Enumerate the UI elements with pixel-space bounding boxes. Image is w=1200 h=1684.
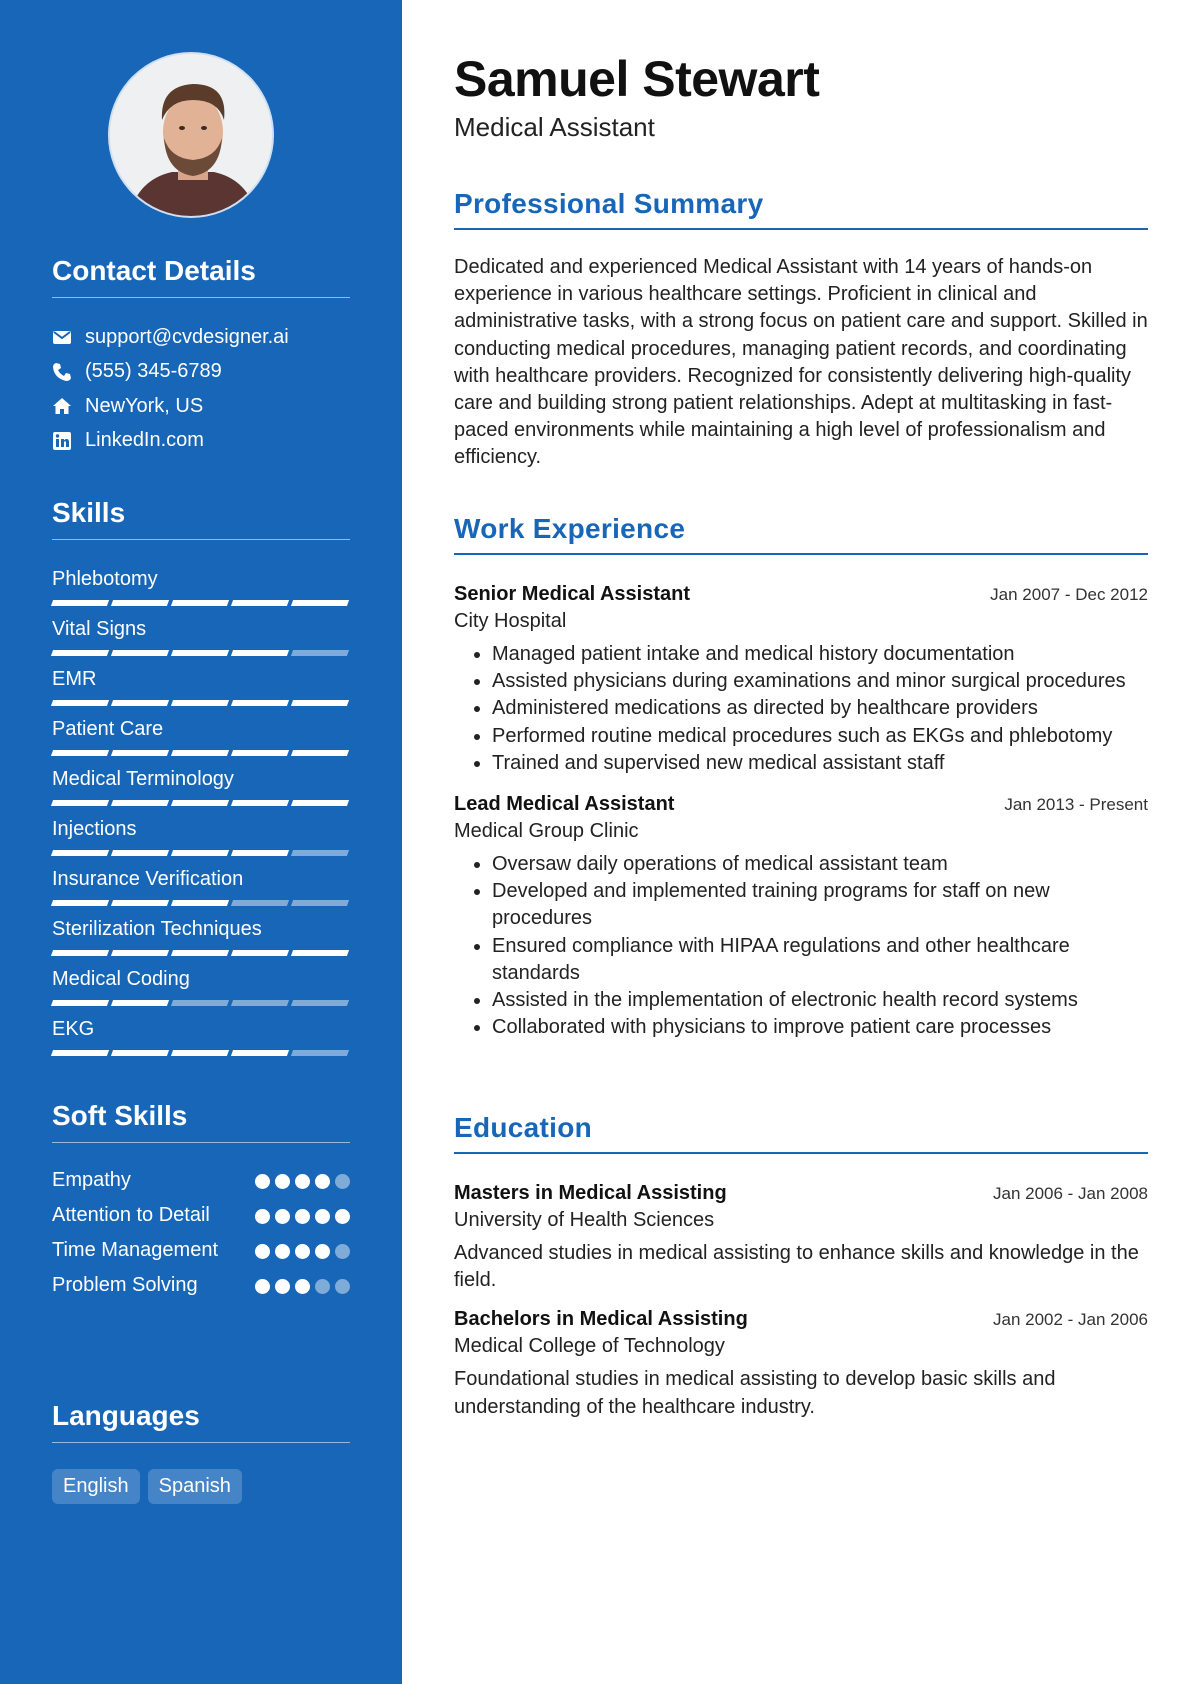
skill-item [52,966,350,1016]
rating-dot [315,1174,330,1189]
skill-level-segment [111,1000,169,1006]
summary-section [454,188,1148,472]
skill-level-segment [51,1050,109,1056]
soft-skills-section [52,1100,350,1307]
skill-level-bars [52,950,348,956]
languages-section [52,1400,350,1504]
skill-level-bars [52,800,348,806]
job-entry [454,583,1148,777]
skill-level-segment [111,900,169,906]
soft-skill-rating [255,1202,350,1224]
skill-level-segment [111,1050,169,1056]
skill-level-segment [171,600,229,606]
skill-level-bars [52,650,348,656]
sidebar [0,0,402,1684]
contact-heading: Contact Details [52,255,350,298]
rating-dot [255,1209,270,1224]
skill-level-segment [231,1000,289,1006]
skill-level-segment [291,900,349,906]
rating-dot [295,1174,310,1189]
skill-level-segment [171,750,229,756]
rating-dot [295,1209,310,1224]
skill-item [52,866,350,916]
soft-skill-name: Attention to Detail [52,1204,210,1226]
skill-level-bars [52,900,348,906]
soft-skills-list [52,1167,350,1299]
skill-level-segment [171,700,229,706]
skill-item [52,766,350,816]
contact-phone-text: (555) 345-6789 [85,360,222,383]
education-description: Foundational studies in medical assisting to develop basic skills and understanding of the healthcare industry. [454,1368,1056,1418]
job-header [454,583,1148,606]
contact-section [52,255,350,458]
job-title: Senior Medical Assistant [454,583,690,605]
skill-level-segment [231,950,289,956]
summary-heading: Professional Summary [454,188,1148,230]
skill-item [52,566,350,616]
soft-skill-item [52,1167,350,1194]
skill-level-segment [291,600,349,606]
skill-name: Phlebotomy [52,568,158,590]
job-bullet: • Collaborated with physicians to improve patient care processes [492,1014,1148,1041]
job-bullet: • Administered medications as directed by healthcare providers [492,695,1148,722]
degree-title: Masters in Medical Assisting [454,1182,727,1204]
phone-icon [52,362,72,382]
education-entry [454,1308,1148,1420]
job-bullets [454,641,1148,777]
skill-level-segment [51,850,109,856]
contact-linkedin-text: LinkedIn.com [85,429,204,452]
soft-skill-item [52,1237,350,1264]
skill-level-segment [291,800,349,806]
skill-level-bars [52,600,348,606]
skill-level-segment [231,700,289,706]
rating-dot [275,1244,290,1259]
rating-dot [315,1244,330,1259]
job-employer: City Hospital [454,610,567,632]
rating-dot [295,1244,310,1259]
job-title: Lead Medical Assistant [454,793,675,816]
skill-level-segment [291,950,349,956]
skill-item [52,1016,350,1066]
home-icon [52,396,72,416]
skills-heading: Skills [52,497,350,540]
skill-item [52,716,350,766]
education-heading: Education [454,1112,1148,1154]
job-bullet: • Managed patient intake and medical history documentation [492,641,1148,668]
rating-dot [255,1244,270,1259]
rating-dot [315,1209,330,1224]
skill-level-segment [291,850,349,856]
job-bullet: • Performed routine medical procedures such as EKGs and phlebotomy [492,723,1148,750]
soft-skill-name: Empathy [52,1169,131,1191]
education-dates: Jan 2006 - Jan 2008 [992,1184,1148,1203]
school-name: Medical College of Technology [454,1335,725,1358]
skill-level-segment [51,800,109,806]
skill-item [52,916,350,966]
skill-level-segment [171,850,229,856]
job-bullet: • Trained and supervised new medical assistant staff [492,750,1148,777]
skill-name: Medical Coding [52,968,190,990]
skill-name: EKG [52,1018,95,1040]
skill-level-bars [52,1050,348,1056]
contact-list [52,320,350,458]
skill-level-segment [111,600,169,606]
linkedin-icon [52,431,72,451]
soft-skill-rating [255,1167,350,1189]
soft-skill-rating [255,1237,350,1259]
main-content [402,0,1200,1684]
skill-name: Insurance Verification [52,868,244,890]
rating-dot [255,1174,270,1189]
soft-skill-rating [255,1272,350,1294]
skill-level-segment [231,650,289,656]
job-bullets [454,851,1148,1041]
job-dates: Jan 2007 - Dec 2012 [990,585,1148,604]
skill-level-segment [231,850,289,856]
rating-dot [335,1174,350,1189]
education-dates: Jan 2002 - Jan 2006 [992,1310,1148,1330]
skill-level-bars [52,700,348,706]
job-header [454,793,1148,816]
skill-item [52,666,350,716]
skill-level-segment [111,950,169,956]
skill-level-segment [51,700,109,706]
soft-skills-heading: Soft Skills [52,1100,350,1143]
skill-level-segment [291,650,349,656]
skills-section [52,497,350,1066]
education-entry [454,1182,1148,1294]
job-bullet: • Assisted physicians during examinations and minor surgical procedures [492,668,1148,695]
skill-level-segment [231,1050,289,1056]
job-bullet: • Developed and implemented training programs for staff on new procedures [492,878,1148,932]
skill-level-segment [51,650,109,656]
job-bullet: • Oversaw daily operations of medical assistant team [492,851,1148,878]
rating-dot [335,1244,350,1259]
skill-level-segment [111,800,169,806]
soft-skill-item [52,1202,350,1229]
languages-heading: Languages [52,1400,350,1443]
skill-item [52,816,350,866]
contact-location [52,389,350,424]
skill-level-segment [111,700,169,706]
skill-name: Medical Terminology [52,768,234,790]
skill-level-segment [171,800,229,806]
contact-location-text: NewYork, US [85,394,204,417]
education-description: Advanced studies in medical assisting to enhance skills and knowledge in the field. [454,1242,1139,1292]
soft-skill-name: Time Management [52,1239,218,1261]
education-header [454,1182,1148,1205]
skill-level-segment [171,650,229,656]
skill-level-segment [111,650,169,656]
skill-level-segment [291,1050,349,1056]
rating-dot [315,1279,330,1294]
avatar [108,52,274,218]
school-name: University of Health Sciences [454,1209,715,1231]
skill-level-segment [231,600,289,606]
candidate-title: Medical Assistant [454,112,655,142]
skill-level-segment [291,750,349,756]
languages-list [52,1469,350,1504]
rating-dot [335,1209,350,1224]
skill-level-segment [171,1000,229,1006]
skill-level-segment [171,1050,229,1056]
skill-level-bars [52,750,348,756]
experience-heading: Work Experience [454,513,1148,555]
language-tag: English [52,1469,140,1504]
skill-level-segment [231,900,289,906]
skill-level-segment [291,700,349,706]
skill-level-segment [231,750,289,756]
summary-text: Dedicated and experienced Medical Assistant with 14 years of hands-on experience in various healthcare settings. Proficient in clinical and administrative tasks, with a strong focus on patient care and support. Skilled in conducting medical procedures, managing patient records, and coordinating with healthcare providers. Recognized for consistently delivering high-quality care and building strong patient relationships. Adept at multitasking in fast-paced environments while maintaining a high level of professionalism and efficiency. [454,256,1148,469]
skill-level-bars [52,850,348,856]
experience-section [454,513,1148,1041]
skill-level-bars [52,1000,348,1006]
rating-dot [255,1279,270,1294]
skill-level-segment [51,950,109,956]
job-entry [454,793,1148,1041]
skill-level-segment [171,950,229,956]
contact-email[interactable] [52,320,350,355]
envelope-icon [52,327,72,347]
degree-title: Bachelors in Medical Assisting [454,1308,748,1331]
skill-name: Sterilization Techniques [52,918,262,940]
contact-email-text: support@cvdesigner.ai [85,325,289,348]
skill-level-segment [51,900,109,906]
candidate-name: Samuel Stewart [454,51,820,107]
rating-dot [295,1279,310,1294]
skill-name: Vital Signs [52,618,147,640]
skills-list [52,566,350,1066]
skill-level-segment [111,750,169,756]
rating-dot [275,1209,290,1224]
skill-level-segment [291,1000,349,1006]
skill-name: Injections [52,818,137,840]
skill-level-segment [51,750,109,756]
skill-level-segment [171,900,229,906]
soft-skill-item [52,1272,350,1299]
rating-dot [335,1279,350,1294]
skill-level-segment [111,850,169,856]
job-bullet: • Assisted in the implementation of electronic health record systems [492,987,1148,1014]
skill-level-segment [51,600,109,606]
education-section [454,1112,1148,1421]
job-employer: Medical Group Clinic [454,820,639,843]
job-bullet: • Ensured compliance with HIPAA regulations and other healthcare standards [492,933,1148,987]
contact-phone[interactable] [52,355,350,390]
rating-dot [275,1174,290,1189]
job-dates: Jan 2013 - Present [1004,795,1148,815]
language-tag: Spanish [148,1469,242,1504]
skill-name: EMR [52,668,97,690]
rating-dot [275,1279,290,1294]
skill-level-segment [231,800,289,806]
skill-level-segment [51,1000,109,1006]
soft-skill-name: Problem Solving [52,1274,198,1296]
skill-name: Patient Care [52,718,164,740]
skill-item [52,616,350,666]
contact-linkedin[interactable] [52,424,350,459]
education-header [454,1308,1148,1331]
